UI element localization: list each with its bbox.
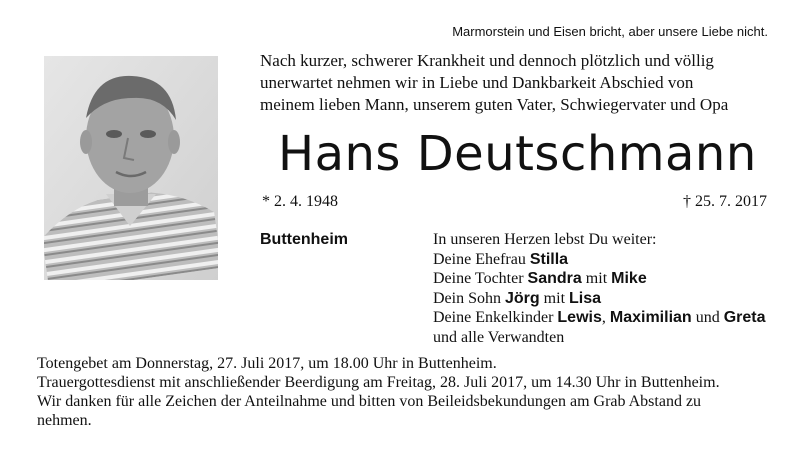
intro-text: [260, 50, 770, 116]
family-wife: Deine Ehefrau Stilla: [433, 250, 569, 268]
info-line: Totengebet am Donnerstag, 27. Juli 2017, um 18.00 Uhr in Buttenheim.: [37, 355, 497, 372]
grandchild-name: Maximilian: [609, 309, 692, 326]
son-name: Jörg: [505, 289, 540, 307]
grandchild-name: Lewis: [557, 309, 602, 326]
info-line: Trauergottesdienst mit anschließender Beerdigung am Freitag, 28. Juli 2017, um 14.30 Uhr in Buttenheim.: [37, 374, 720, 391]
family-grandchildren: Deine Enkelkinder Lewis, Maximilian und Greta: [433, 309, 766, 326]
info-line: Wir danken für alle Zeichen der Anteilnahme und bitten von Beileidsbekundungen am Grab Abstand zu: [37, 393, 702, 410]
birth-date: * 2. 4. 1948: [262, 193, 338, 210]
info-line: nehmen.: [37, 412, 92, 429]
daughter-partner-name: Mike: [611, 270, 647, 287]
grandchild-name: Greta: [723, 309, 766, 326]
portrait-photo: [44, 56, 218, 280]
family-list: [433, 230, 765, 347]
death-date: † 25. 7. 2017: [683, 193, 767, 210]
quote-text: Marmorstein und Eisen bricht, aber unsere Liebe nicht.: [452, 24, 768, 39]
family-relatives: und alle Verwandten: [433, 328, 565, 346]
wife-name: Stilla: [529, 250, 569, 268]
deceased-name: Hans Deutschmann: [278, 126, 757, 182]
daughter-name: Sandra: [527, 270, 582, 287]
family-daughter: Deine Tochter Sandra mit Mike: [433, 270, 647, 287]
son-partner-name: Lisa: [569, 289, 602, 307]
service-info: [37, 354, 777, 430]
intro-line: meinem lieben Mann, unserem guten Vater, Schwiegervater und Opa: [260, 95, 729, 114]
family-son: Dein Sohn Jörg mit Lisa: [433, 289, 602, 307]
intro-line: unerwartet nehmen wir in Liebe und Dankbarkeit Abschied von: [260, 73, 694, 92]
hometown: Buttenheim: [260, 231, 348, 248]
family-intro: In unseren Herzen lebst Du weiter:: [433, 231, 657, 248]
intro-line: Nach kurzer, schwerer Krankheit und dennoch plötzlich und völlig: [260, 51, 714, 70]
